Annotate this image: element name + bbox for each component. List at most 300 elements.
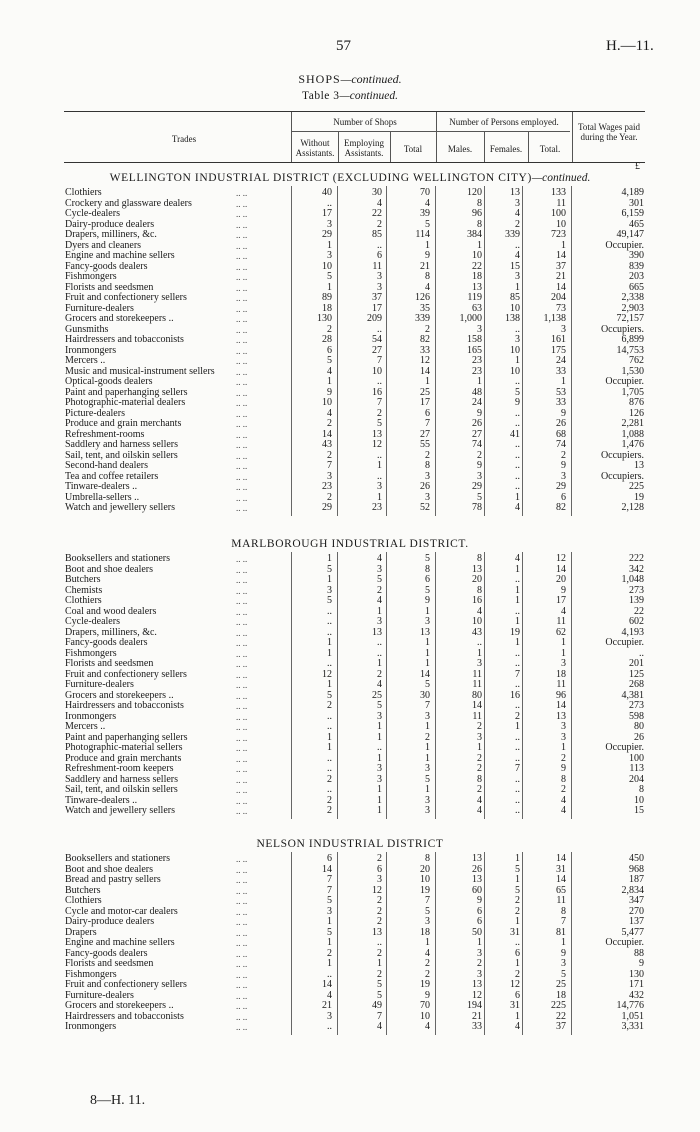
section-heading <box>0 838 700 850</box>
leader-dots: .. .. <box>236 980 248 990</box>
without-assistants-cell: 130 <box>317 313 332 324</box>
column-rule <box>291 552 292 819</box>
trade-name: Paint and paperhanging sellers <box>65 386 188 398</box>
shops-total-cell: 52 <box>420 502 430 513</box>
column-rule <box>386 552 387 819</box>
header-employing-assistants: Employing Assistants. <box>344 138 384 158</box>
persons-total-cell: 204 <box>551 292 566 303</box>
males-cell: 9 <box>477 460 482 471</box>
persons-total-cell: 24 <box>556 355 566 366</box>
persons-total-cell: 82 <box>556 502 566 513</box>
females-cell: 12 <box>510 979 520 990</box>
females-cell: 4 <box>515 553 520 564</box>
males-cell: 4 <box>477 805 482 816</box>
trade-name: Coal and wood dealers <box>65 605 157 617</box>
total-wages-cell: 8 <box>639 784 644 795</box>
employing-assistants-cell: .. <box>377 937 382 948</box>
employing-assistants-cell: 49 <box>372 1000 382 1011</box>
shops-total-cell: 1 <box>425 647 430 659</box>
trade-name: Sail, tent, and oilskin sellers <box>65 784 178 795</box>
column-rule <box>435 186 436 516</box>
table-row <box>0 743 700 754</box>
persons-total-cell: 3 <box>561 470 566 482</box>
trade-name: Boot and shoe dealers <box>65 563 154 575</box>
males-cell: 3 <box>477 470 482 482</box>
persons-total-cell: 25 <box>556 979 566 990</box>
without-assistants-cell: 29 <box>322 229 332 240</box>
females-cell: .. <box>515 605 520 617</box>
column-rule <box>522 552 523 819</box>
shops-total-cell: 8 <box>425 271 430 282</box>
page-number: 57 <box>336 38 351 54</box>
table-row <box>0 854 700 865</box>
employing-assistants-cell: 7 <box>377 397 382 408</box>
trade-name: Umbrella-sellers .. <box>65 491 140 503</box>
trade-name: Photographic-material sellers <box>65 742 183 753</box>
header-shops-total: Total <box>403 144 423 154</box>
trade-name: Refreshment-room keepers <box>65 763 174 774</box>
without-assistants-cell: 2 <box>327 449 332 461</box>
shops-total-cell: 4 <box>425 1021 430 1032</box>
males-cell: 1 <box>477 742 482 753</box>
females-cell: .. <box>515 742 520 753</box>
without-assistants-cell: 1 <box>327 937 332 948</box>
total-wages-cell: 201 <box>629 658 644 669</box>
shops-total-cell: 114 <box>415 229 430 240</box>
employing-assistants-cell: 4 <box>377 595 382 606</box>
employing-assistants-cell: 37 <box>372 292 382 303</box>
persons-total-cell: 68 <box>556 428 566 440</box>
employing-assistants-cell: .. <box>377 742 382 753</box>
without-assistants-cell: 18 <box>322 302 332 314</box>
persons-total-cell: 133 <box>551 187 566 198</box>
employing-assistants-cell: 4 <box>377 1021 382 1032</box>
persons-total-cell: 3 <box>561 731 566 743</box>
header-trades: Trades <box>171 134 197 144</box>
wages-unit <box>0 162 700 173</box>
employing-assistants-cell: 30 <box>372 187 382 198</box>
females-cell: .. <box>515 773 520 785</box>
employing-assistants-cell: 5 <box>377 418 382 429</box>
males-cell: 14 <box>472 700 482 711</box>
shops-total-cell: 10 <box>420 1010 430 1022</box>
column-rule <box>435 552 436 819</box>
males-cell: 26 <box>472 418 482 429</box>
table-title-main: Table 3 <box>302 90 340 102</box>
trade-name: Second-hand dealers <box>65 460 149 471</box>
persons-total-cell: 13 <box>556 710 566 722</box>
total-wages-cell: 4,189 <box>621 187 644 198</box>
total-wages-cell: 347 <box>629 895 644 906</box>
males-cell: 22 <box>472 260 482 272</box>
total-wages-cell: .. <box>639 647 644 659</box>
persons-total-cell: 21 <box>556 271 566 282</box>
females-cell: 1 <box>515 637 520 648</box>
persons-total-cell: 20 <box>556 574 566 585</box>
females-cell: 1 <box>515 853 520 864</box>
leader-dots: .. .. <box>236 482 248 492</box>
total-wages-cell: Occupiers. <box>600 449 644 461</box>
shops-total-cell: 9 <box>425 595 430 606</box>
shops-total-cell: 5 <box>425 773 430 785</box>
total-wages-cell: 72,157 <box>616 313 644 324</box>
without-assistants-cell: 2 <box>327 700 332 711</box>
total-wages-cell: 273 <box>629 584 644 596</box>
leader-dots: .. .. <box>236 198 248 209</box>
males-cell: 8 <box>477 584 482 596</box>
employing-assistants-cell: 2 <box>377 916 382 927</box>
column-rule <box>337 186 338 516</box>
females-cell: 1 <box>515 355 520 366</box>
without-assistants-cell: 1 <box>327 742 332 753</box>
leader-dots: .. .. <box>236 659 248 669</box>
shops-total-cell: 35 <box>420 302 430 314</box>
leader-dots: .. .. <box>236 564 248 575</box>
without-assistants-cell: .. <box>327 197 332 209</box>
table-title <box>0 90 700 102</box>
employing-assistants-cell: .. <box>377 647 382 659</box>
without-assistants-cell: 3 <box>327 584 332 596</box>
shops-total-cell: 9 <box>425 989 430 1001</box>
females-cell: .. <box>515 481 520 492</box>
males-cell: 13 <box>472 874 482 885</box>
males-cell: 119 <box>467 292 482 303</box>
leader-dots: .. .. <box>236 774 248 785</box>
leader-dots: .. .. <box>236 1022 248 1032</box>
table-row <box>0 377 700 388</box>
females-cell: .. <box>515 376 520 387</box>
leader-dots: .. .. <box>236 366 248 377</box>
trade-name: Boot and shoe dealers <box>65 863 154 875</box>
males-cell: 6 <box>477 905 482 917</box>
employing-assistants-cell: 1 <box>377 784 382 795</box>
total-wages-cell: 450 <box>629 853 644 864</box>
column-rule <box>291 186 292 516</box>
page-reference: H.—11. <box>606 38 654 54</box>
shops-title <box>0 72 700 87</box>
employing-assistants-cell: 3 <box>377 563 382 575</box>
males-cell: 6 <box>477 916 482 927</box>
table-row <box>0 346 700 357</box>
without-assistants-cell: 1 <box>327 376 332 387</box>
persons-total-cell: 14 <box>556 874 566 885</box>
total-wages-cell: 268 <box>629 679 644 690</box>
males-cell: 8 <box>477 773 482 785</box>
table-row <box>0 272 700 283</box>
without-assistants-cell: 5 <box>327 563 332 575</box>
females-cell: .. <box>515 937 520 948</box>
without-assistants-cell: .. <box>327 710 332 722</box>
total-wages-cell: 19 <box>634 491 644 503</box>
employing-assistants-cell: 2 <box>377 407 382 419</box>
males-cell: 1 <box>477 376 482 387</box>
trade-name: Crockery and glassware dealers <box>65 197 192 209</box>
without-assistants-cell: 89 <box>322 292 332 303</box>
leader-dots: .. .. <box>236 240 248 251</box>
persons-total-cell: 723 <box>551 229 566 240</box>
shops-total-cell: 5 <box>425 679 430 690</box>
without-assistants-cell: 10 <box>322 260 332 272</box>
leader-dots: .. .. <box>236 701 248 711</box>
leader-dots: .. .. <box>236 261 248 272</box>
employing-assistants-cell: 3 <box>377 874 382 885</box>
total-wages-cell: 3,331 <box>621 1021 644 1032</box>
persons-total-cell: 3 <box>561 958 566 969</box>
trade-name: Fishmongers <box>65 968 117 980</box>
trade-name: Booksellers and stationers <box>65 553 170 564</box>
leader-dots: .. .. <box>236 854 248 864</box>
persons-total-cell: 7 <box>561 916 566 927</box>
trade-name: Fancy-goods dealers <box>65 260 148 272</box>
table-header <box>64 111 645 163</box>
header-persons-employed: Number of Persons employed. <box>449 117 559 127</box>
without-assistants-cell: 2 <box>327 491 332 503</box>
persons-total-cell: 65 <box>556 884 566 896</box>
employing-assistants-cell: 1 <box>377 752 382 764</box>
trade-name: Engine and machine sellers <box>65 250 175 261</box>
shops-total-cell: 30 <box>420 689 430 701</box>
leader-dots: .. .. <box>236 419 248 429</box>
females-cell: .. <box>515 731 520 743</box>
trade-name: Tinware-dealers .. <box>65 794 138 806</box>
table-row <box>0 356 700 367</box>
without-assistants-cell: 10 <box>322 397 332 408</box>
total-wages-cell: Occupier. <box>605 937 644 948</box>
females-cell: 1 <box>515 1010 520 1022</box>
shops-total-cell: 1 <box>425 937 430 948</box>
employing-assistants-cell: 2 <box>377 853 382 864</box>
employing-assistants-cell: 6 <box>377 863 382 875</box>
persons-total-cell: 4 <box>561 805 566 816</box>
trade-name: Paint and paperhanging sellers <box>65 731 188 743</box>
shops-total-cell: 5 <box>425 553 430 564</box>
females-cell: .. <box>515 784 520 795</box>
shops-total-cell: 1 <box>425 637 430 648</box>
males-cell: 11 <box>472 679 482 690</box>
column-rule <box>484 186 485 516</box>
shops-total-cell: 3 <box>425 916 430 927</box>
total-wages-cell: 1,051 <box>621 1010 644 1022</box>
table-row <box>0 1022 700 1033</box>
persons-total-cell: 1 <box>561 937 566 948</box>
males-cell: 11 <box>472 710 482 722</box>
shops-total-cell: 126 <box>415 292 430 303</box>
leader-dots: .. .. <box>236 345 248 356</box>
males-cell: 9 <box>477 407 482 419</box>
males-cell: 2 <box>477 763 482 774</box>
leader-dots: .. .. <box>236 492 248 503</box>
without-assistants-cell: 1 <box>327 679 332 690</box>
persons-total-cell: 8 <box>561 905 566 917</box>
employing-assistants-cell: 13 <box>372 428 382 440</box>
section-heading-text: WELLINGTON INDUSTRIAL DISTRICT (EXCLUDING WELLINGTON CITY) <box>109 172 532 184</box>
total-wages-cell: 5,477 <box>621 926 644 938</box>
trade-name: Refreshment-rooms <box>65 428 145 440</box>
females-cell: .. <box>515 574 520 585</box>
table-row <box>0 938 700 949</box>
trade-name: Produce and grain merchants <box>65 418 182 429</box>
without-assistants-cell: 2 <box>327 947 332 959</box>
leader-dots: .. .. <box>236 648 248 659</box>
females-cell: 339 <box>505 229 520 240</box>
without-assistants-cell: 1 <box>327 916 332 927</box>
employing-assistants-cell: 3 <box>377 281 382 293</box>
shops-total-cell: 55 <box>420 439 430 450</box>
total-wages-cell: 113 <box>629 763 644 774</box>
table-row <box>0 565 700 576</box>
persons-total-cell: 9 <box>561 763 566 774</box>
trade-name: Butchers <box>65 574 101 585</box>
employing-assistants-cell: 22 <box>372 208 382 219</box>
shops-total-cell: 14 <box>420 365 430 377</box>
shops-total-cell: 25 <box>420 386 430 398</box>
employing-assistants-cell: 1 <box>377 491 382 503</box>
males-cell: 4 <box>477 794 482 806</box>
employing-assistants-cell: 209 <box>367 313 382 324</box>
females-cell: 4 <box>515 1021 520 1032</box>
table-row <box>0 575 700 586</box>
trade-name: Cycle-dealers <box>65 616 120 627</box>
column-rule <box>571 552 572 819</box>
column-rule <box>484 552 485 819</box>
leader-dots: .. .. <box>236 938 248 948</box>
total-wages-cell: 187 <box>629 874 644 885</box>
header-persons-total: Total. <box>539 144 561 154</box>
leader-dots: .. .. <box>236 785 248 795</box>
females-cell: .. <box>515 647 520 659</box>
table-row <box>0 482 700 493</box>
leader-dots: .. .. <box>236 188 248 198</box>
shops-total-cell: 3 <box>425 491 430 503</box>
employing-assistants-cell: 2 <box>377 668 382 680</box>
shops-total-cell: 3 <box>425 805 430 816</box>
employing-assistants-cell: 5 <box>377 700 382 711</box>
leader-dots: .. .. <box>236 990 248 1001</box>
shops-total-cell: 26 <box>420 481 430 492</box>
shops-total-cell: 10 <box>420 874 430 885</box>
shops-total-cell: 14 <box>420 668 430 680</box>
persons-total-cell: 62 <box>556 626 566 638</box>
shops-total-cell: 1 <box>425 752 430 764</box>
males-cell: 13 <box>472 563 482 575</box>
males-cell: 2 <box>477 449 482 461</box>
without-assistants-cell: .. <box>327 658 332 669</box>
shops-total-cell: 5 <box>425 218 430 230</box>
trade-name: Hairdressers and tobacconists <box>65 334 184 345</box>
trade-name: Chemists <box>65 584 103 596</box>
section-heading-suffix: —continued. <box>531 172 591 184</box>
without-assistants-cell: 3 <box>327 1010 332 1022</box>
table-row <box>0 917 700 928</box>
leader-dots: .. .. <box>236 764 248 774</box>
males-cell: 165 <box>467 344 482 356</box>
total-wages-cell: 602 <box>629 616 644 627</box>
trade-name: Tea and coffee retailers <box>65 470 159 482</box>
trade-name: Sail, tent, and oilskin sellers <box>65 449 178 461</box>
column-rule <box>337 552 338 819</box>
total-wages-cell: 301 <box>629 197 644 209</box>
males-cell: 1 <box>477 937 482 948</box>
section-heading-text: MARLBOROUGH INDUSTRIAL DISTRICT. <box>231 538 469 550</box>
persons-total-cell: 18 <box>556 989 566 1001</box>
males-cell: 3 <box>477 731 482 743</box>
header-females: Females. <box>489 144 523 154</box>
employing-assistants-cell: 4 <box>377 679 382 690</box>
employing-assistants-cell: 17 <box>372 302 382 314</box>
leader-dots: .. .. <box>236 408 248 419</box>
employing-assistants-cell: 2 <box>377 905 382 917</box>
total-wages-cell: 125 <box>629 668 644 680</box>
females-cell: 1 <box>515 874 520 885</box>
trade-name: Cycle and motor-car dealers <box>65 905 178 917</box>
females-cell: .. <box>515 700 520 711</box>
table-row <box>0 586 700 597</box>
table-row <box>0 1001 700 1012</box>
males-cell: 120 <box>467 187 482 198</box>
persons-total-cell: 2 <box>561 784 566 795</box>
employing-assistants-cell: 5 <box>377 574 382 585</box>
without-assistants-cell: 9 <box>327 386 332 398</box>
total-wages-cell: 10 <box>634 794 644 806</box>
persons-total-cell: 9 <box>561 584 566 596</box>
employing-assistants-cell: .. <box>377 449 382 461</box>
persons-total-cell: 161 <box>551 334 566 345</box>
without-assistants-cell: .. <box>327 626 332 638</box>
leader-dots: .. .. <box>236 753 248 764</box>
leader-dots: .. .. <box>236 669 248 680</box>
total-wages-cell: Occupiers. <box>600 470 644 482</box>
shops-total-cell: 39 <box>420 208 430 219</box>
header-number-of-shops: Number of Shops <box>333 117 397 127</box>
total-wages-cell: 100 <box>629 752 644 764</box>
persons-total-cell: 2 <box>561 752 566 764</box>
shops-total-cell: 1 <box>425 658 430 669</box>
males-cell: 2 <box>477 784 482 795</box>
table-title-suffix: —continued. <box>339 90 398 102</box>
females-cell: 6 <box>515 947 520 959</box>
without-assistants-cell: .. <box>327 721 332 732</box>
females-cell: 2 <box>515 968 520 980</box>
without-assistants-cell: .. <box>327 1021 332 1032</box>
total-wages-cell: 876 <box>629 397 644 408</box>
table-row <box>0 659 700 670</box>
shops-total-cell: 8 <box>425 563 430 575</box>
females-cell: 1 <box>515 491 520 503</box>
females-cell: 1 <box>515 958 520 969</box>
females-cell: 1 <box>515 616 520 627</box>
shops-total-cell: 1 <box>425 742 430 753</box>
without-assistants-cell: 1 <box>327 553 332 564</box>
leader-dots: .. .. <box>236 1001 248 1011</box>
leader-dots: .. .. <box>236 293 248 303</box>
employing-assistants-cell: 1 <box>377 805 382 816</box>
females-cell: 1 <box>515 563 520 575</box>
without-assistants-cell: 14 <box>322 979 332 990</box>
females-cell: 15 <box>510 260 520 272</box>
females-cell: 2 <box>515 895 520 906</box>
persons-total-cell: 33 <box>556 365 566 377</box>
without-assistants-cell: 5 <box>327 926 332 938</box>
persons-total-cell: 73 <box>556 302 566 314</box>
leader-dots: .. .. <box>236 377 248 387</box>
without-assistants-cell: 1 <box>327 958 332 969</box>
males-cell: 4 <box>477 605 482 617</box>
trade-name: Tinware-dealers .. <box>65 481 138 492</box>
trade-name: Watch and jewellery sellers <box>65 805 175 816</box>
females-cell: .. <box>515 679 520 690</box>
total-wages-cell: 432 <box>629 989 644 1001</box>
total-wages-cell: 6,159 <box>621 208 644 219</box>
